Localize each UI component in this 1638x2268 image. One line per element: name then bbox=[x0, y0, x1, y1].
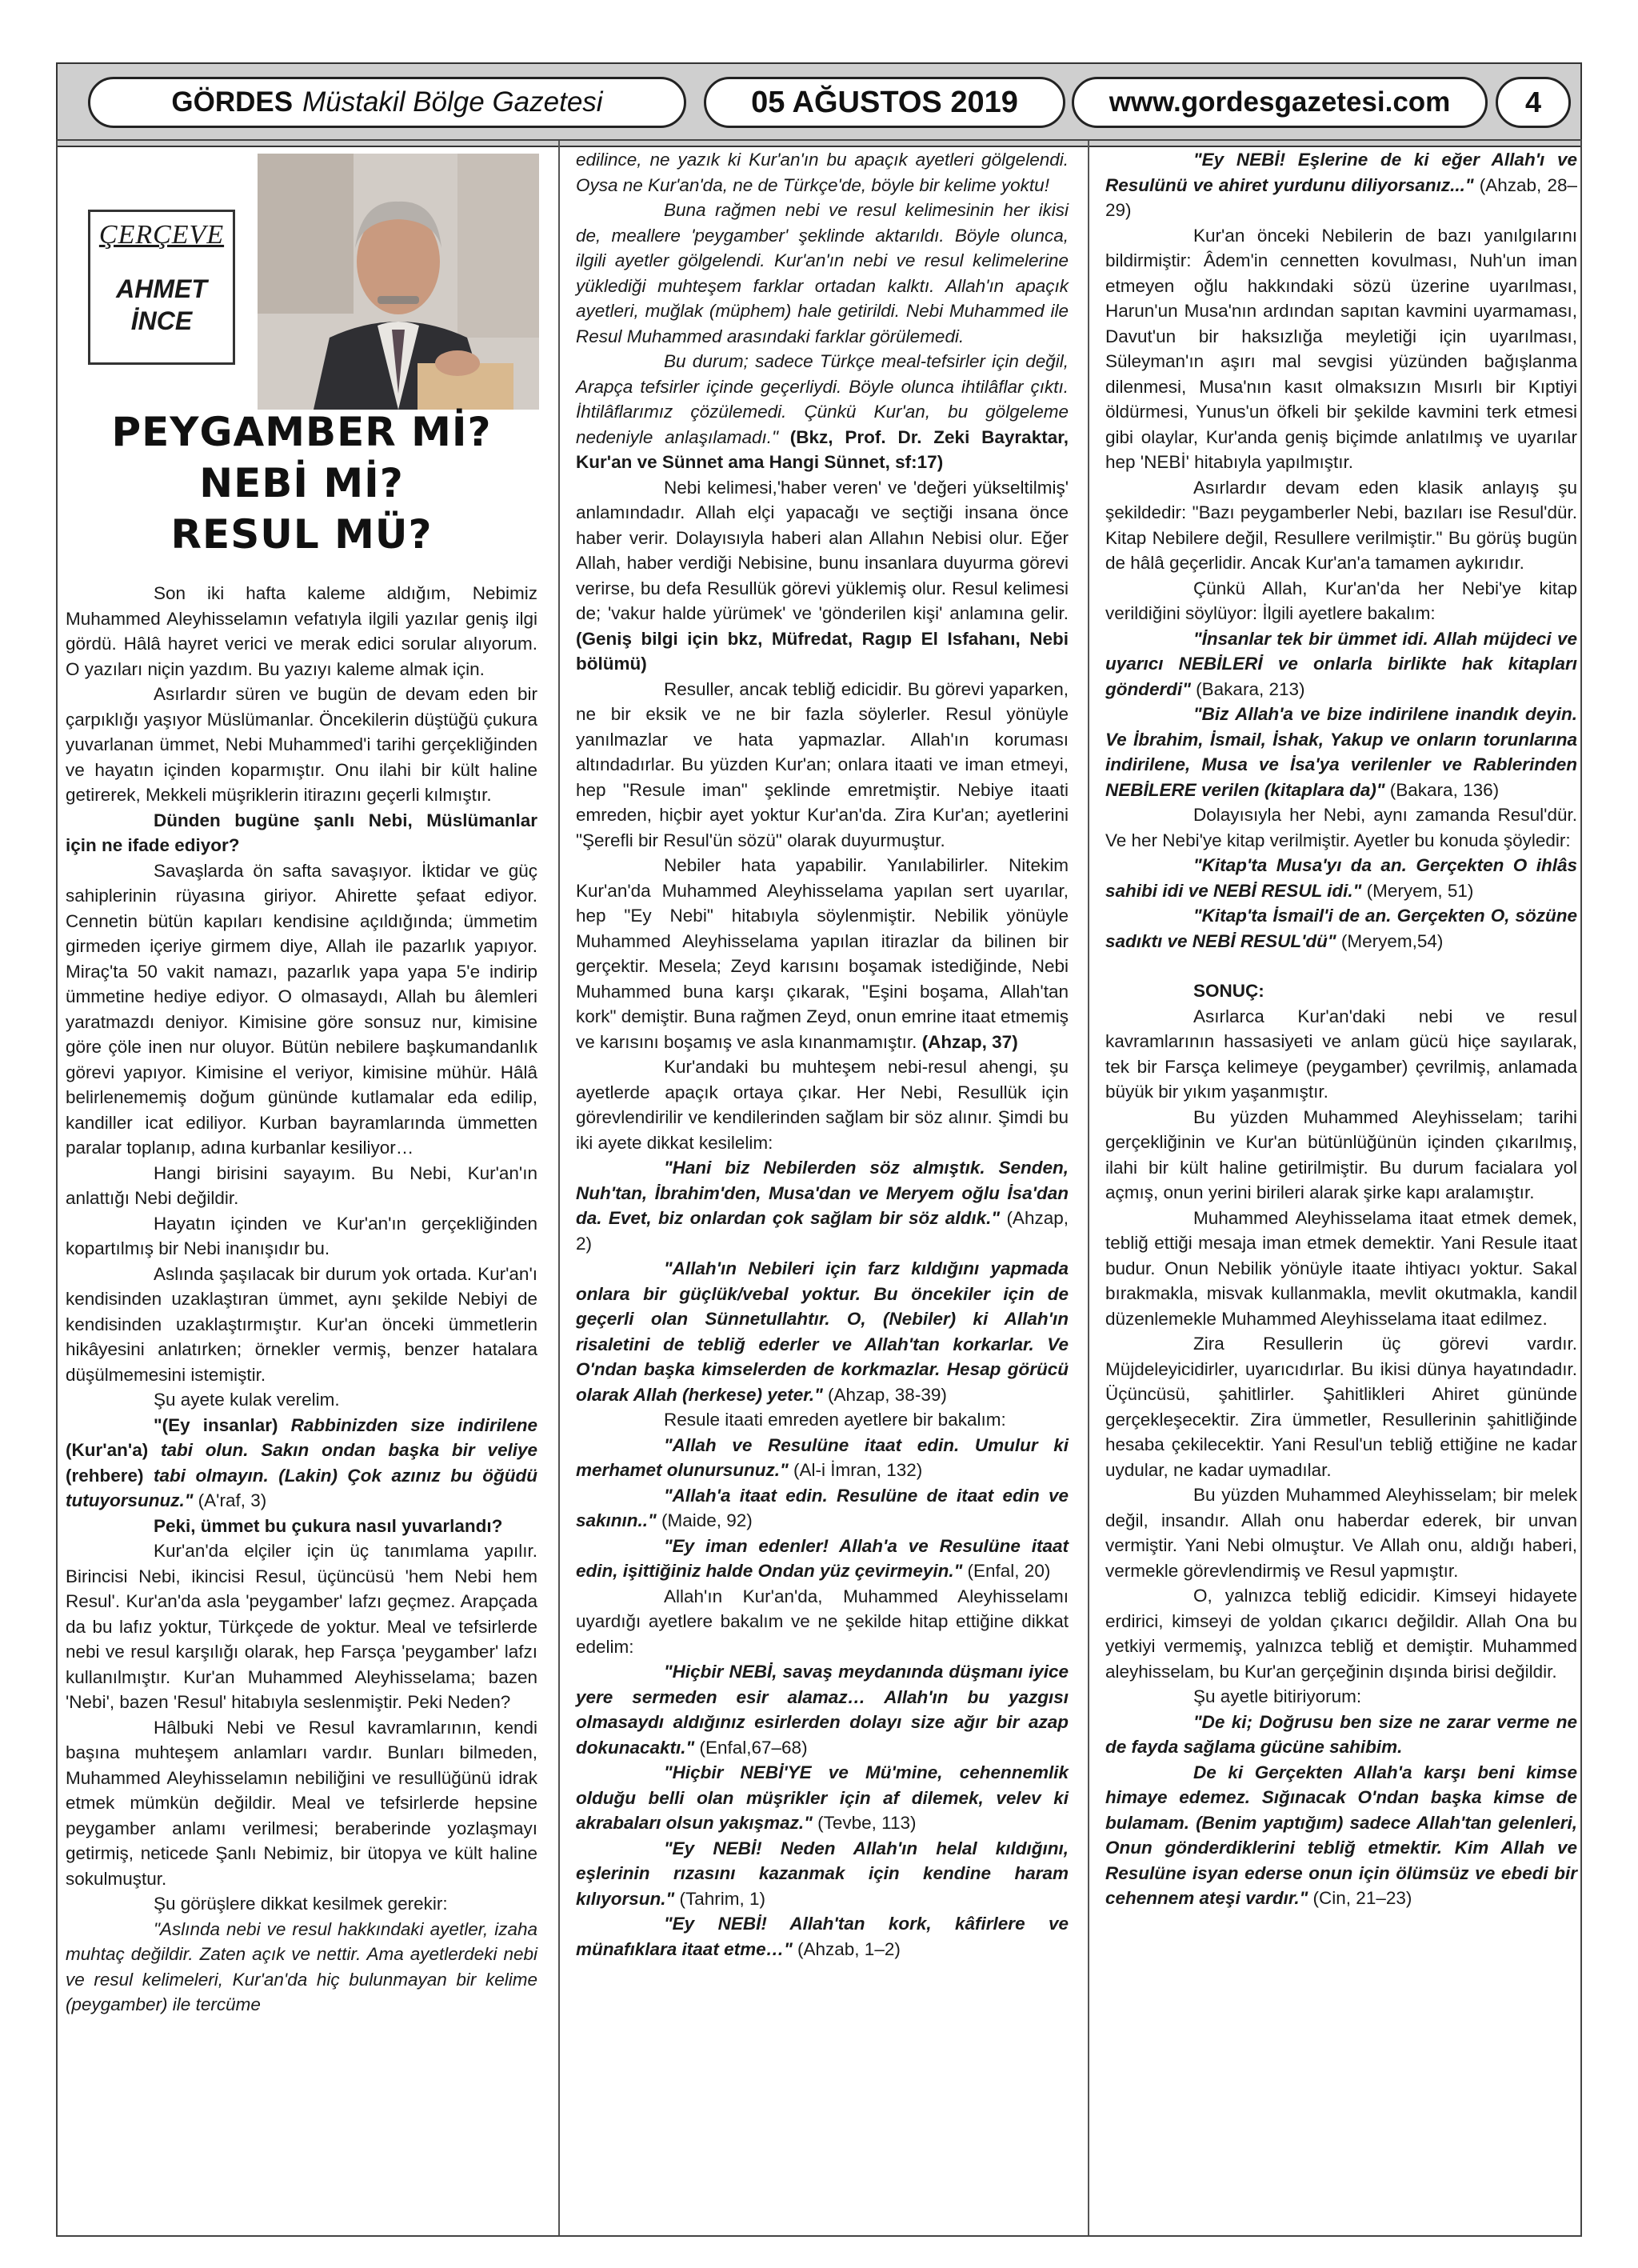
headline-line: RESUL MÜ? bbox=[170, 511, 433, 558]
verse-text: "(Ey insanlar) bbox=[154, 1414, 291, 1435]
paragraph: Hâlbuki Nebi ve Resul kavramlarının, kendi başına muhteşem anlamları vardır. Bunları bilmeden, Muhammed Aleyhisselamın nebiliğini ve resullüğünü idrak etmek mümkün değildir. Meal ve tefsirlerde hepsine peygamber anlamı verilmesi; beraberinde yozlaşmayı getirmiş, neticede Şanlı Nebimiz, bir ütopya ve kült haline sokulmuştur. bbox=[66, 1717, 537, 1889]
paragraph: Şu görüşlere dikkat kesilmek gerekir: bbox=[154, 1894, 448, 1914]
verse-quote bbox=[1105, 147, 1577, 223]
verse-quote bbox=[576, 1256, 1069, 1407]
verse-quote bbox=[1105, 1710, 1577, 1760]
newspaper-name-subtitle: Müstakil Bölge Gazetesi bbox=[302, 86, 603, 118]
paragraph: Şu ayetle bitiriyorum: bbox=[1193, 1686, 1362, 1706]
paragraph: Kur'an'da elçiler için üç tanımlama yapılır. Birincisi Nebi, ikincisi Resul, üçüncüsü 'hem Nebi hem Resul'. Kur'an'da asla 'peygamber' lafzı geçmez. Arapçada da bu lafız yoktur, Türkçede de yoktur. Meal ve tefsirlerde nebi ve resul karşılığı olarak, hep Farsça 'peygamber' lafzı kullanılmıştır. Kur'an Muhammed Aleyhisselama; bazen 'Nebi', bazen 'Resul' hitabıyla seslenmiştir. Peki Neden? bbox=[66, 1541, 537, 1712]
verse-quote bbox=[576, 1433, 1069, 1483]
verse-reference: (Ahzap, 38-39) bbox=[822, 1384, 947, 1405]
column-label: ÇERÇEVE bbox=[98, 220, 225, 250]
paragraph: Muhammed Aleyhisselama itaat etmek demek, tebliğ ettiği mesaja iman etmek demektir. Yani Resule itaat budur. Onun Nebilik yönüyle itaate ihtiyacı yoktur. Sakal bırakmakla, misvak kullanmakla, mevlit okutmakla, kandil düzenlemekle Muhammed Aleyhisselama itaat edilmez. bbox=[1105, 1207, 1577, 1329]
verse-text: "Hiçbir NEBİ, savaş meydanında düşmanı iyice yere sermeden esir alamaz… Allah'ın bu yazgısı olmasaydı aldığınız esirlerden dolayı size ağır bir azap dokunacaktı." bbox=[576, 1662, 1069, 1758]
verse-text: "Ey NEBİ! Allah'tan kork, kâfirlere ve münafıklara itaat etme…" bbox=[576, 1914, 1069, 1959]
verse-text: tabi olun. Sakın ondan başka bir veliye bbox=[160, 1440, 537, 1460]
verse-quote bbox=[576, 1534, 1069, 1584]
paragraph: Resule itaati emreden ayetlere bir bakalım: bbox=[664, 1410, 1006, 1430]
verse-text: Rabbinizden size indirilene bbox=[290, 1414, 537, 1435]
article-column-3 bbox=[1105, 147, 1577, 1911]
verse-text: "Allah ve Resulüne itaat edin. Umulur ki merhamet olunursunuz." bbox=[576, 1434, 1069, 1480]
paragraph bbox=[576, 853, 1069, 1054]
issue-date: 05 AĞUSTOS 2019 bbox=[704, 77, 1065, 128]
verse-text: "Biz Allah'a ve bize indirilene inandık deyin. Ve İbrahim, İsmail, İshak, Yakup ve onların torunlarına indirilene, Musa ve İsa'ya verilenler ve Rablerinden NEBİLERE verilen (kitaplara da)" bbox=[1105, 704, 1577, 800]
verse-text: "Allah'a itaat edin. Resulüne de itaat edin ve sakının.." bbox=[576, 1485, 1069, 1530]
verse-text: "Hiçbir NEBİ'YE ve Mü'mine, cehennemlik olduğu belli olan müşrikler için af dilemek, velev ki akrabaları olsun yakışmaz." bbox=[576, 1762, 1069, 1833]
paragraph: Asırlarca Kur'an'daki nebi ve resul kavramlarının hassasiyeti ve anlam gücü hiçe sayılarak, tek bir Farsça kelimeye (peygamber) çevrilmiş, anlamada büyük bir yıkım yaşanmıştır. bbox=[1105, 1006, 1577, 1102]
quoted-paragraph bbox=[576, 147, 1069, 198]
column-divider bbox=[558, 141, 560, 2235]
column-label-box bbox=[88, 210, 235, 365]
verse-quote bbox=[1105, 1760, 1577, 1911]
verse-reference: (Maide, 92) bbox=[656, 1510, 753, 1530]
paragraph: Kur'an önceki Nebilerin de bazı yanılgılarını bildirmiştir: Âdem'in cennetten kovulması, Nuh'un iman etmeyen oğlu hakkındaki sözü üzerine uyarılması, Harun'un Musa'nın ardından sapıtan kavmini uyarmaması, Davut'un bir haksızlığa meyletiği için uyarılması, Süleyman'ın aşırı mal sevgisi yüzünden bağışlanma dilenmesi, Musa'nın kasıt olmaksızın Mısırlı bir Kıptiyi öldürmesi, Yunus'un öfkeli bir şekilde kavmini terk etmesi gibi olaylar, Kur'anda geniş biçimde anlatılmış ve uyarılar hep 'NEBİ' hitabıyla yapılmıştır. bbox=[1105, 225, 1577, 472]
paragraph: Asırlardır süren ve bugün de devam eden bir çarpıklığı yaşıyor Müslümanlar. Öncekilerin düştüğü çukura yuvarlanan ümmet, Nebi Muhammed'i tarihi gerçekliğinden ve hayatın içinden koparmıştır. Onu ilahi bir kült haline getirerek, Mekkeli müşriklerin itirazını geçerli kılmıştır. bbox=[66, 684, 537, 805]
verse-quote bbox=[1105, 702, 1577, 802]
quoted-paragraph bbox=[66, 1917, 537, 2018]
verse-text: (rehbere) bbox=[66, 1465, 154, 1486]
verse-reference: (Ahzap, 2) bbox=[576, 1208, 1069, 1254]
verse-reference: (Enfal, 20) bbox=[962, 1561, 1051, 1581]
verse-reference: (Ahzab, 28–29) bbox=[1105, 174, 1577, 220]
verse-text: "Ey NEBİ! Eşlerine de ki eğer Allah'ı ve Resulünü ve ahiret yurdunu diliyorsanız..." bbox=[1105, 150, 1577, 195]
subheading bbox=[66, 808, 537, 858]
verse-text: "Allah'ın Nebileri için farz kıldığını yapmada onlara bir güçlük/vebal yoktur. Bu öncekiler için de geçerli olan Sünnetullahtır. O, (Nebiler) ki Allah'ın risaletini de tebliğ ederler ve Allah'tan korkarlar. Ve O'ndan başka kimselerden de korkmazlar. Hesap görücü olarak Allah (herkese) yeter." bbox=[576, 1258, 1069, 1405]
verse-text: "Kitap'ta İsmail'i de an. Gerçekten O, sözüne sadıktı ve NEBİ RESUL'dü" bbox=[1105, 906, 1577, 951]
paragraph bbox=[576, 475, 1069, 677]
paragraph: Şu ayete kulak verelim. bbox=[154, 1390, 340, 1410]
paragraph: Zira Resullerin üç görevi vardır. Müjdeleyicidirler, uyarıcıdırlar. Bu ikisi dünya hayatındadır. Üçüncüsü, şahitlirler. Şahitlikleri Ahiret gününde gerçekleşecektir. Zira ümmetler, Resullerinin şahitliğinde hesaba çekilecektir. Yani Resul'un tebliğ ettiğine ne kadar uydular, ne kadar uymadılar. bbox=[1105, 1334, 1577, 1480]
paragraph: Bu yüzden Muhammed Aleyhisselam; tarihi gerçekliğinin ve Kur'an bütünlüğünün içinden çıkarılmış, ilahi bir kült haline getirilmiştir. Bu durum facialara yol açmış, onun yerini birileri alarak şirke kapı aralamıştır. bbox=[1105, 1106, 1577, 1202]
verse-reference: (Meryem,54) bbox=[1336, 930, 1444, 951]
verse-reference: (Meryem, 51) bbox=[1361, 880, 1474, 901]
paragraph-text: Nebi kelimesi,'haber veren' ve 'değeri yükseltilmiş' anlamındadır. Allah elçi yapacağı ve seçtiği insana önce haber verir. Dolayısıyla haberi alan Allahın Nebisi olur. Eğer Allah, haber verdiği Nebisine, bunu insanlara duyurma görevi verirse, bu defa Resullük görevi yüklemiş olur. Resul kelimesi de; 'vakur halde yürümek' ve 'gönderilen kişi' anlamına gelir. bbox=[576, 477, 1069, 623]
verse-reference: (Al-i İmran, 132) bbox=[788, 1460, 923, 1480]
article-column-1 bbox=[66, 581, 537, 2018]
column-divider bbox=[1088, 141, 1089, 2235]
spacer bbox=[1105, 954, 1577, 978]
headline-line: NEBİ Mİ? bbox=[199, 460, 404, 506]
verse-text: "Kitap'ta Musa'yı da an. Gerçekten O ihlâs sahibi idi ve NEBİ RESUL idi." bbox=[1105, 855, 1577, 901]
paragraph: Aslında şaşılacak bir durum yok ortada. Kur'an'ı kendisinden uzaklaştıran ümmet, aynı şekilde Nebiyi de kendisinden uzaklaştırmıştır. Kur'an önceki ümmetlerin hikâyesini anlatırken; örnekler vermiş, benzer hatalara düşülmemesini istemiştir. bbox=[66, 1263, 537, 1385]
source-reference: (Bkz, Prof. Dr. Zeki Bayraktar, Kur'an ve Sünnet ama Hangi Sünnet, sf:17) bbox=[576, 426, 1069, 472]
verse-text: "Hani biz Nebilerden söz almıştık. Senden, Nuh'tan, İbrahim'den, Musa'dan ve Meryem oğlu İsa'dan da. Evet, biz onlardan çok sağlam bir söz aldık." bbox=[576, 1158, 1069, 1228]
verse-reference: (Ahzab, 1–2) bbox=[792, 1938, 901, 1959]
subheading-text: Peki, ümmet bu çukura nasıl yuvarlandı? bbox=[154, 1515, 503, 1536]
headline-line: PEYGAMBER Mİ? bbox=[111, 409, 492, 455]
author-portrait-illustration bbox=[258, 154, 539, 410]
paragraph: Hangi birisini sayayım. Bu Nebi, Kur'an'ın anlattığı Nebi değildir. bbox=[66, 1162, 537, 1208]
paragraph: Asırlardır devam eden klasik anlayış şu şekildedir: "Bazı peygamberler Nebi, bazıları ise Resul'dür. Kitap Nebilere değil, Resullere verilmiştir." Bu görüş bugün de hâlâ geçerlidir. Ancak Kur'an'a tamamen aykırıdır. bbox=[1105, 477, 1577, 573]
verse-reference: (Enfal,67–68) bbox=[694, 1737, 808, 1758]
paragraph-text: Nebiler hata yapabilir. Yanılabilirler. Nitekim Kur'an'da Muhammed Aleyhisselama yapılan sert uyarılar, hep "Ey Nebi" hitabıyla söylenmiştir. Nebilik yönüyle Muhammed Aleyhisselama yapılan itirazlar da bilinen bir gerçektir. Mesela; Zeyd karısını boşamak istediğinde, Nebi Muhammed buna karşı çıkarak, "Eşini boşama, Allah'tan kork" demiştir. Buna rağmen Zeyd, onun emrine itaat etmemiş ve karısını boşamış ve asla kınanmamıştır. bbox=[576, 855, 1069, 1052]
verse-text: "Ey iman edenler! Allah'a ve Resulüne itaat edin, işittiğiniz halde Ondan yüz çevirmeyin." bbox=[576, 1535, 1069, 1581]
verse-reference: (Tevbe, 113) bbox=[812, 1813, 917, 1833]
paragraph: Bu yüzden Muhammed Aleyhisselam; bir melek değil, insandır. Allah onu haberdar ederek, bir unvan vermiştir. Yani Nebi olmuştur. Ve Allah onu, aldığı haberi, vermekle görevlendirmiş ve Resul yapmıştır. bbox=[1105, 1485, 1577, 1581]
author-photo bbox=[258, 154, 539, 410]
newspaper-name bbox=[88, 77, 686, 128]
website-link[interactable]: www.gordesgazetesi.com bbox=[1072, 77, 1488, 128]
source-reference: (Ahzap, 37) bbox=[917, 1031, 1018, 1052]
author-last-name: İNCE bbox=[130, 306, 193, 335]
paragraph: Son iki hafta kaleme aldığım, Nebimiz Muhammed Aleyhisselamın vefatıyla ilgili yazılar geniş ilgi gördü. Hâlâ hayret verici ve merak edici sorular alıyorum. O yazıları niçin yazdım. Bu yazıyı kaleme almak için. bbox=[66, 583, 537, 679]
paragraph: Savaşlarda ön safta savaşıyor. İktidar ve güç sahiplerinin rüyasına giriyor. Ahirette şefaat ediyor. Cennetin bütün kapıları kendisine açıldığında; ümmetim girmeden içeriye girmem diye, Allah ile pazarlık yapıyor. Miraç'ta 50 vakit namazı, pazarlık yapa yapa 5'e indirip ümmetine hediye ediyor. O olmasaydı, Allah bu âlemleri yaratmazdı deniyor. Kimisine göre sonsuz nur, kimisine göre çöle inen nur oluyor. Bütün nebilere başkumandanlık görevi yapıyor. Kimisine el veriyor, kimisine mühür. Hâlâ belirlenememiş doğum gününde kutlamalar eda edilip, kandiller icat ediliyor. Kurban bayramlarında ümmetten paralar toplanıp, adına kurbanlar kesiliyor… bbox=[66, 860, 537, 1158]
verse-text: tabi olmayın. (Lakin) Çok azınız bu öğüdü tutuyorsunuz." bbox=[66, 1465, 537, 1510]
verse-quote bbox=[576, 1760, 1069, 1836]
verse-reference: (Tahrim, 1) bbox=[674, 1888, 765, 1909]
quoted-paragraph bbox=[576, 349, 1069, 475]
subheading bbox=[66, 1514, 537, 1539]
author-first-name: AHMET bbox=[116, 274, 207, 303]
verse-text: "Ey NEBİ! Neden Allah'ın helal kıldığını, eşlerinin rızasını kazanmak için kendine haram kılıyorsun." bbox=[576, 1838, 1069, 1909]
verse-reference: (Cin, 21–23) bbox=[1308, 1888, 1412, 1908]
article-column-2 bbox=[576, 147, 1069, 1962]
quoted-text: edilince, ne yazık ki Kur'an'ın bu apaçık ayetleri gölgelendi. Oysa ne Kur'an'da, ne de Türkçe'de, böyle bir kelime yoktu! bbox=[576, 150, 1069, 195]
paragraph: Kur'andaki bu muhteşem nebi-resul ahengi, şu ayetlerde apaçık ortaya çıkar. Her Nebi, Resullük için görevlendirilir ve kendilerinden sağlam bir söz alınır. Şimdi bu iki ayete dikkat kesilelim: bbox=[576, 1057, 1069, 1153]
verse-reference: (A'raf, 3) bbox=[193, 1490, 267, 1510]
paragraph: Dolayısıyla her Nebi, aynı zamanda Resul'dür. Ve her Nebi'ye kitap verilmiştir. Ayetler bu konuda şöyledir: bbox=[1105, 805, 1577, 850]
source-reference: (Geniş bilgi için bkz, Müfredat, Ragıp El Isfahanı, Nebi bölümü) bbox=[576, 628, 1069, 674]
verse-quote bbox=[576, 1659, 1069, 1760]
author-name bbox=[90, 273, 233, 337]
paragraph: Allah'ın Kur'an'da, Muhammed Aleyhisselamı uyardığı ayetlere bakalım ve ne şekilde hitap ettiğine dikkat edelim: bbox=[576, 1586, 1069, 1657]
verse-quote bbox=[66, 1413, 537, 1514]
subheading bbox=[1105, 978, 1577, 1004]
verse-quote bbox=[576, 1155, 1069, 1256]
newspaper-name-bold: GÖRDES bbox=[171, 86, 294, 118]
article-headline bbox=[66, 406, 537, 560]
paragraph: O, yalnızca tebliğ edicidir. Kimseyi hidayete erdirici, kimseyi de yoldan çıkarıcı değildir. Allah Ona bu yetkiyi vermemiş, yalnızca tebliğ et demiştir. Muhammed aleyhisselam, bu Kur'an gerçeğinin dışında birisi değildir. bbox=[1105, 1586, 1577, 1682]
paragraph: Hayatın içinden ve Kur'an'ın gerçekliğinden kopartılmış bir Nebi inanışıdır bu. bbox=[66, 1213, 537, 1258]
verse-quote bbox=[1105, 626, 1577, 702]
verse-reference: (Bakara, 136) bbox=[1384, 779, 1500, 800]
quoted-paragraph bbox=[576, 198, 1069, 349]
subheading-text: Dünden bugüne şanlı Nebi, Müslümanlar için ne ifade ediyor? bbox=[66, 810, 537, 855]
quoted-text: "Aslında nebi ve resul hakkındaki ayetler, izaha muhtaç değildir. Zaten açık ve nettir. Ama ayetlerdeki nebi ve resul kelimeleri, Kur'an'da hiç bulunmayan bir kelime (peygamber) ile tercüme bbox=[66, 1918, 537, 2014]
verse-text: "De ki; Doğrusu ben size ne zarar verme ne de fayda sağlama gücüne sahibim. bbox=[1105, 1711, 1577, 1757]
verse-quote bbox=[576, 1911, 1069, 1962]
verse-text: De ki Gerçekten Allah'a karşı beni kimse himaye edemez. Sığınacak O'ndan başka kimse de bulamam. (Benim yaptığım) sadece Allah'tan gelenleri, Onun gönderdiklerini tebliğ etmektir. Kim Allah ve Resulüne isyan ederse onun için ölümsüz ve ebedi bir cehennem ateşi vardır." bbox=[1105, 1762, 1577, 1908]
paragraph: Çünkü Allah, Kur'an'da her Nebi'ye kitap verildiğini söylüyor: İlgili ayetlere bakalım: bbox=[1105, 578, 1577, 623]
subheading-text: SONUÇ: bbox=[1193, 981, 1264, 1001]
verse-reference: (Bakara, 213) bbox=[1190, 678, 1305, 699]
verse-quote bbox=[576, 1836, 1069, 1912]
quoted-text: Buna rağmen nebi ve resul kelimesinin her ikisi de, meallere 'peygamber' şeklinde aktarıldı. Böyle olunca, ilgili ayetler gölgelendi. Kur'an'ın nebi ve resul kelimelerine yüklediği muhteşem farklar ortadan kalktı. Allah'ın apaçık ayetleri, muğlak (müphem) hale getirildi. Nebi Muhammed ile Resul Muhammed arasındaki farklar görülemedi. bbox=[576, 200, 1069, 346]
quoted-text: Bu durum; sadece Türkçe meal-tefsirler için değil, Arapça tefsirler içinde geçerliydi. Böyle olunca ihtilâflar çıktı. İhtilâflarımız çözülemedi. Çünkü Kur'an, bu gölgeleme nedeniyle anlaşılamadı." bbox=[576, 351, 1069, 447]
verse-text: "İnsanlar tek bir ümmet idi. Allah müjdeci ve uyarıcı NEBİLERİ ve onlarla birlikte hak kitapları gönderdi" bbox=[1105, 628, 1577, 699]
verse-quote bbox=[576, 1483, 1069, 1534]
page-number: 4 bbox=[1496, 77, 1571, 128]
verse-quote bbox=[1105, 853, 1577, 903]
paragraph: Resuller, ancak tebliğ edicidir. Bu görevi yaparken, ne bir eksik ve ne bir fazla söylerler. Resul yönüyle yanılmazlar ve hata yapmazlar. Allah'ın koruması altındadırlar. Bu yüzden Kur'an; onlara itaati ve iman etmeyi, hep "Resule iman" şeklinde emretmiştir. Nebiye itaati emreden, hiçbir ayet yoktur Kur'an'da. Zira Kur'an; ayetlerini "Şerefli bir Resul'ün sözü" olarak duyurmuştur. bbox=[576, 678, 1069, 850]
verse-text: (Kur'an'a) bbox=[66, 1440, 161, 1460]
verse-quote bbox=[1105, 903, 1577, 954]
